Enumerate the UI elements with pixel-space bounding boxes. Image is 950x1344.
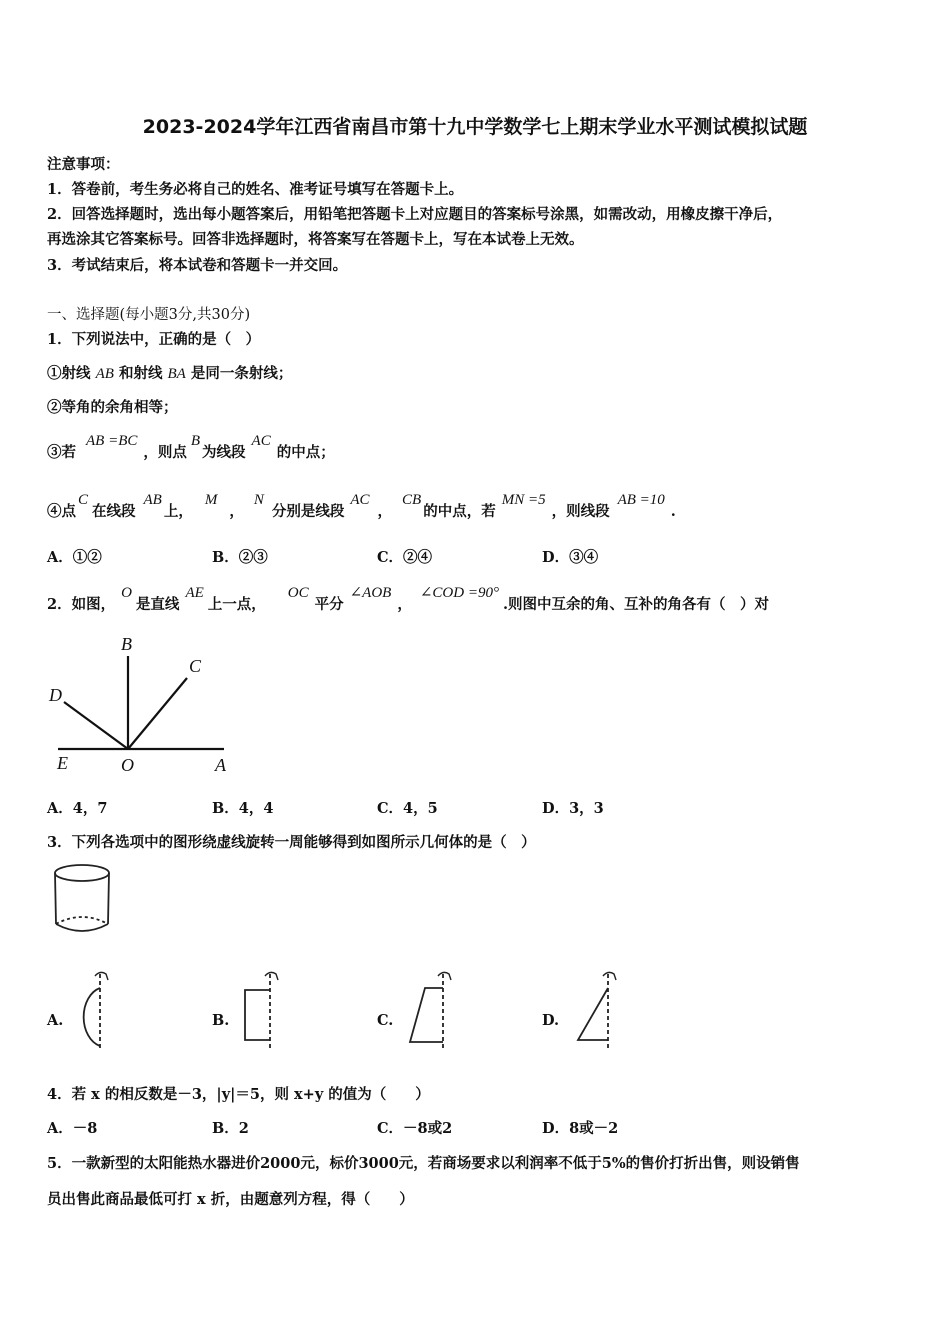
q1-statement-1: ①射线 AB 和射线 BA 是同一条射线； [47,365,293,382]
notice-item: 1．答卷前，考生务必将自己的姓名、准考证号填写在答题卡上。 [47,181,464,198]
q3-shape-a [62,968,122,1053]
q1-option-c: C．②④ [377,549,433,566]
q4-stem: 4．若 x 的相反数是－3，|y|＝5，则 x+y 的值为（ ） [47,1086,430,1103]
section-heading: 一、选择题(每小题3分,共30分) [47,307,251,323]
q3-option-d: D. [542,1012,560,1029]
q1-statement-4: ④点C在线段AB上，M，N分别是线段AC，CB的中点，若MN =5，则线段AB =10. [47,492,676,520]
q3-option-b: B. [212,1012,230,1029]
q2-option-d: D．3，3 [542,800,604,817]
q3-option-a: A. [47,1012,64,1029]
label-b: B [121,634,132,654]
label-e: E [57,753,68,773]
notice-heading: 注意事项： [47,156,120,173]
q5-line: 5．一款新型的太阳能热水器进价2000元，标价3000元，若商场要求以利润率不低于5%的售价打折出售，则设销售 [47,1155,800,1172]
label-c: C [189,656,202,676]
q4-option-b: B．2 [212,1120,249,1137]
q2-stem: 2．如图，O是直线AE上一点，OC平分∠AOB，∠COD =90°.则图中互余的角、互补的角各有（ ）对 [47,585,769,613]
label-d: D [49,685,62,705]
q2-figure [44,630,244,780]
label-a: A [215,755,226,775]
q5-line: 员出售此商品最低可打 x 折，由题意列方程，得（ ） [47,1191,414,1208]
q1-option-a: A．①② [47,549,102,566]
q3-shape-b [236,968,286,1053]
q1-statement-3: ③若AB =BC，则点B为线段AC的中点； [47,433,335,461]
q4-option-d: D．8或－2 [542,1120,619,1137]
notice-item: 2．回答选择题时，选出每小题答案后，用铅笔把答题卡上对应题目的答案标号涂黑，如需改动，用橡皮擦干净后， [47,206,783,223]
cylinder-figure [48,860,116,936]
q4-option-a: A．－8 [47,1120,98,1137]
q4-option-c: C．－8或2 [377,1120,453,1137]
q1-stem: 1．下列说法中，正确的是（ ） [47,331,261,348]
q1-option-d: D．③④ [542,549,599,566]
q3-shape-d [568,968,628,1053]
notice-item: 再选涂其它答案标号。回答非选择题时，将答案写在答题卡上，写在本试卷上无效。 [47,231,584,248]
q3-shape-c [400,968,460,1053]
page-title: 2023-2024学年江西省南昌市第十九中学数学七上期末学业水平测试模拟试题 [142,116,808,138]
q2-option-a: A．4，7 [47,800,108,817]
label-o: O [121,755,134,775]
q2-option-c: C．4，5 [377,800,438,817]
q1-statement-2: ②等角的余角相等； [47,399,178,416]
q3-stem: 3．下列各选项中的图形绕虚线旋转一周能够得到如图所示几何体的是（ ） [47,834,536,851]
q2-option-b: B．4，4 [212,800,274,817]
notice-item: 3．考试结束后，将本试卷和答题卡一并交回。 [47,257,348,274]
q1-option-b: B．②③ [212,549,268,566]
q3-option-c: C. [377,1012,394,1029]
